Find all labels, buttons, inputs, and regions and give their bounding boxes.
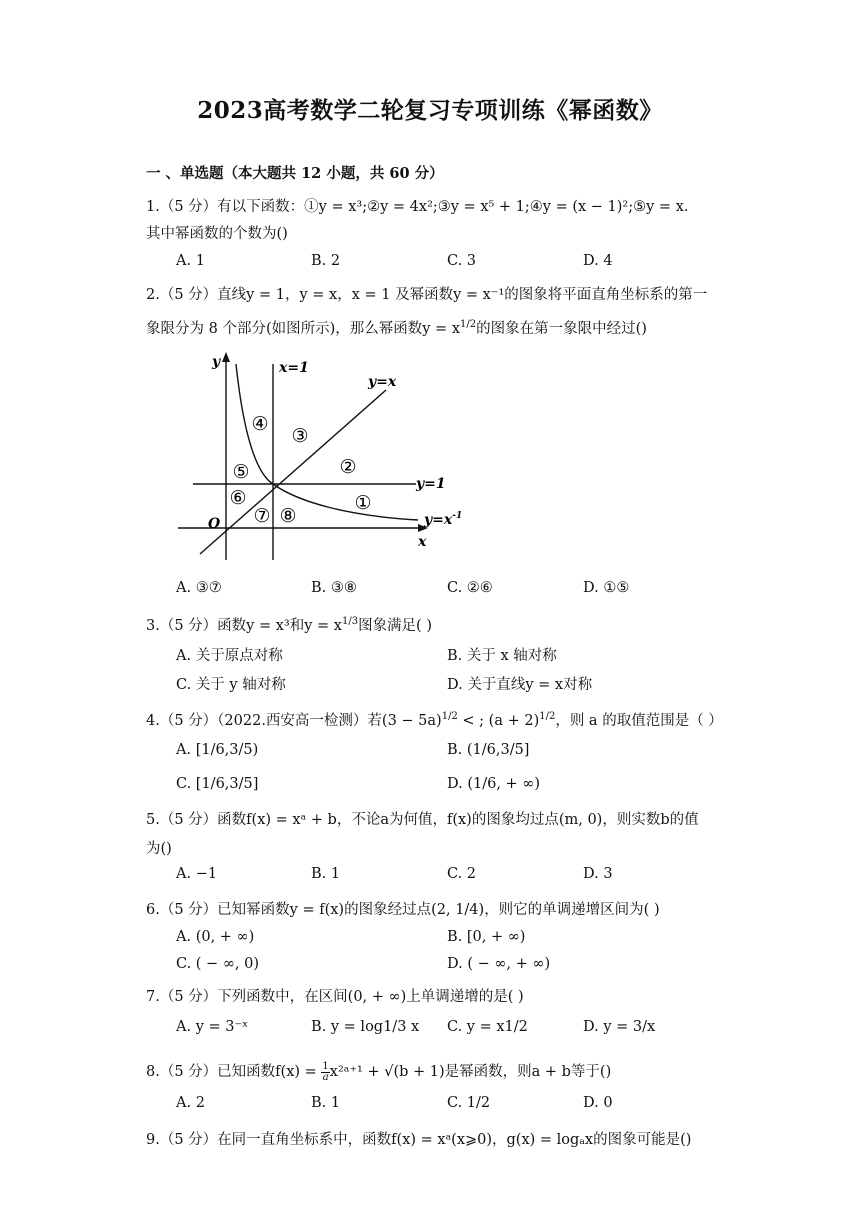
hyperbola-label-base: y=x	[424, 512, 453, 528]
question-6-text: 6.（5 分）已知幂函数y = f(x)的图象经过点	[146, 902, 432, 918]
question-4-exponent-1: 1/2	[441, 711, 458, 723]
question-4-middle: < ; (a + 2)	[457, 713, 540, 729]
question-6-point: (2, 1/4)	[431, 902, 485, 918]
question-2-line-1: 2.（5 分）直线y = 1，y = x，x = 1 及幂函数y = x⁻¹的图象将平面直角坐标系的第一	[146, 287, 708, 303]
question-1-option-a: A. 1	[176, 253, 205, 269]
question-9-line: 9.（5 分）在同一直角坐标系中，函数f(x) = xᵃ(x⩾0)，g(x) = logₐx的图象可能是()	[146, 1132, 692, 1148]
question-4-tail: ，则 a 的取值范围是（ ）	[555, 713, 723, 729]
question-4-line	[146, 709, 723, 730]
question-5-line-1: 5.（5 分）函数f(x) = xᵃ + b，不论a为何值，f(x)的图象均过点(m, 0)，则实数b的值	[146, 812, 699, 828]
question-8-option-d: D. 0	[583, 1095, 613, 1111]
question-5-option-c: C. 2	[447, 866, 477, 882]
question-3-option-d: D. 关于直线y = x对称	[447, 677, 593, 693]
question-3-exponent: 1/3	[341, 616, 359, 628]
question-4-exponent-2: 1/2	[539, 711, 556, 723]
region-2: ②	[339, 456, 357, 478]
question-4-option-b: B. (1/6,3/5]	[447, 742, 530, 758]
region-8: ⑧	[279, 505, 297, 527]
question-3-line	[146, 614, 432, 635]
region-7: ⑦	[253, 505, 271, 527]
question-7-option-d: D. y = 3/x	[583, 1019, 656, 1035]
question-3-option-a: A. 关于原点对称	[176, 648, 283, 664]
question-1-line-1: 1.（5 分）有以下函数：①y = x³;②y = 4x²;③y = x⁵ + 1;④y = (x − 1)²;⑤y = x.	[146, 199, 689, 215]
question-2-option-c: C. ②⑥	[447, 580, 493, 596]
region-5: ⑤	[232, 461, 250, 483]
hyperbola-label-exp: -1	[452, 511, 463, 521]
question-8-tail: x²ᵃ⁺¹ + √(b + 1)是幂函数，则a + b等于()	[329, 1064, 612, 1080]
question-2-option-a: A. ③⑦	[176, 580, 222, 596]
section-heading: 一 、单选题（本大题共 12 小题，共 60 分）	[146, 165, 444, 182]
question-4-option-c: C. [1/6,3/5]	[176, 776, 259, 792]
question-8-text: 8.（5 分）已知函数f(x) =	[146, 1064, 322, 1080]
question-4-option-d: D. (1/6, + ∞)	[447, 776, 541, 792]
question-4-text: 4.（5 分）（2022.西安高一检测）若(3 − 5a)	[146, 713, 442, 729]
question-5-option-a: A. −1	[176, 866, 218, 882]
axis-y-label: y	[212, 354, 221, 370]
question-2-line-2-tail: 的图象在第一象限中经过()	[476, 321, 647, 337]
question-7-option-c: C. y = x1/2	[447, 1019, 528, 1035]
question-8-line	[146, 1060, 611, 1083]
question-3-tail: 图象满足( )	[358, 618, 432, 634]
question-8-fraction: $\frac{1}{a}$	[322, 1060, 329, 1083]
question-5-line-2: 为()	[146, 841, 172, 857]
line-yx-label: y=x	[368, 374, 397, 390]
question-3-option-b: B. 关于 x 轴对称	[447, 648, 557, 664]
page-title: 2023高考数学二轮复习专项训练《幂函数》	[197, 97, 663, 124]
question-7-line: 7.（5 分）下列函数中，在区间(0, + ∞)上单调递增的是( )	[146, 989, 524, 1005]
question-7-option-b: B. y = log1/3 x	[311, 1019, 420, 1035]
question-8-option-a: A. 2	[176, 1095, 205, 1111]
question-8-option-c: C. 1/2	[447, 1095, 491, 1111]
region-1: ①	[354, 492, 372, 514]
region-6: ⑥	[229, 487, 247, 509]
question-2-option-d: D. ①⑤	[583, 580, 630, 596]
question-4-option-a: A. [1/6,3/5)	[176, 742, 259, 758]
question-7-option-a: A. y = 3⁻ˣ	[176, 1019, 249, 1035]
question-2-exponent: 1/2	[460, 319, 477, 331]
question-2-option-b: B. ③⑧	[311, 580, 357, 596]
question-2-line-2	[146, 317, 647, 338]
line-y1-label: y=1	[416, 476, 446, 492]
question-1-option-b: B. 2	[311, 253, 341, 269]
question-3-text: 3.（5 分）函数y = x³和y = x	[146, 618, 342, 634]
line-x1-label: x=1	[279, 360, 309, 376]
question-6-option-b: B. [0, + ∞)	[447, 929, 526, 945]
question-8-option-b: B. 1	[311, 1095, 341, 1111]
region-figure	[178, 350, 478, 560]
question-6-line	[146, 898, 660, 919]
question-6-option-d: D. ( − ∞, + ∞)	[447, 956, 551, 972]
question-3-option-c: C. 关于 y 轴对称	[176, 677, 286, 693]
question-1-option-c: C. 3	[447, 253, 477, 269]
question-5-option-d: D. 3	[583, 866, 613, 882]
hyperbola-label	[423, 511, 462, 528]
origin-label: O	[208, 516, 221, 532]
region-4: ④	[251, 413, 269, 435]
question-1-line-2: 其中幂函数的个数为()	[146, 226, 288, 242]
question-2-line-2-text: 象限分为 8 个部分(如图所示)，那么幂函数y = x	[146, 321, 460, 337]
question-6-option-c: C. ( − ∞, 0)	[176, 956, 259, 972]
axis-x-label: x	[418, 534, 427, 550]
question-5-option-b: B. 1	[311, 866, 341, 882]
question-6-option-a: A. (0, + ∞)	[176, 929, 255, 945]
question-1-option-d: D. 4	[583, 253, 613, 269]
question-6-tail: ，则它的单调递增区间为( )	[484, 902, 660, 918]
region-3: ③	[291, 425, 309, 447]
